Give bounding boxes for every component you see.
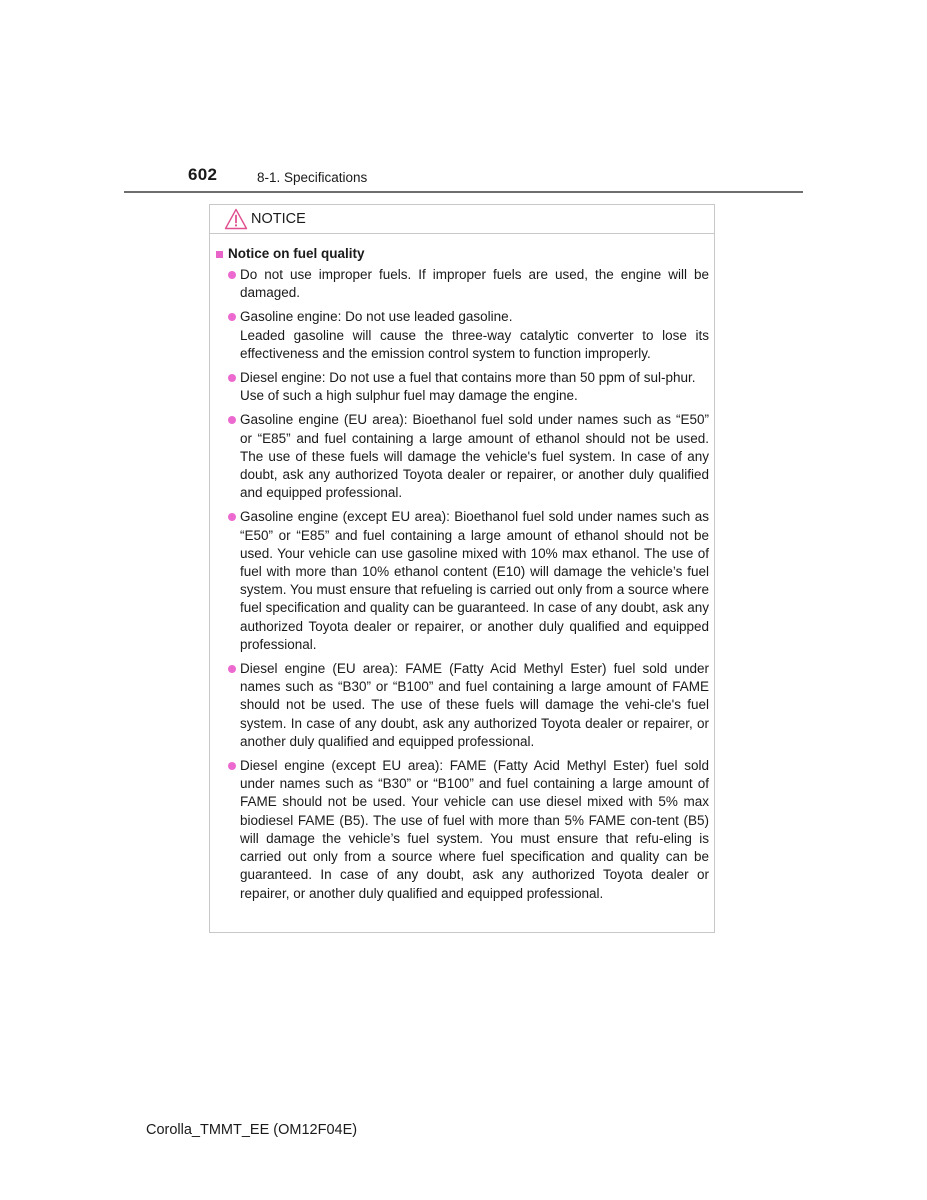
notice-list-item xyxy=(227,757,709,903)
header-divider xyxy=(124,191,803,193)
bullet-dot-icon xyxy=(228,416,236,424)
notice-header xyxy=(210,205,714,234)
notice-item-text: Gasoline engine (EU area): Bioethanol fuel sold under names such as “E50” or “E85” and fuel containing a large amount of ethanol should not be used. The use of these fuels will damage the vehicle's fuel system. In case of any doubt, ask any authorized Toyota dealer or repairer, or another duly qualified and equipped professional. xyxy=(240,412,709,501)
bullet-dot-icon xyxy=(228,762,236,770)
notice-list-item xyxy=(227,308,709,363)
section-title: 8-1. Specifications xyxy=(257,170,368,185)
page-number: 602 xyxy=(188,165,218,184)
notice-subheading xyxy=(216,245,709,263)
notice-list-item xyxy=(227,660,709,751)
notice-item-text: Diesel engine: Do not use a fuel that contains more than 50 ppm of sul-phur. xyxy=(240,370,696,386)
notice-label: NOTICE xyxy=(251,211,306,227)
bullet-dot-icon xyxy=(228,374,236,382)
notice-item-text: Leaded gasoline will cause the three-way catalytic converter to lose its effectiveness and the emission control system to function improperly. xyxy=(240,327,709,361)
notice-list-item xyxy=(227,508,709,654)
notice-body xyxy=(210,234,714,903)
notice-item-text: Use of such a high sulphur fuel may damage the engine. xyxy=(240,388,578,404)
bullet-dot-icon xyxy=(228,665,236,673)
notice-item-text: Gasoline engine: Do not use leaded gasoline. xyxy=(240,309,513,325)
notice-item-text: Diesel engine (EU area): FAME (Fatty Acid Methyl Ester) fuel sold under names such as “B30” or “B100” and fuel containing a large amount of FAME should not be used. The use of these fuels will damage the vehi-cle's fuel system. In case of any doubt, ask any authorized Toyota dealer or repairer, or another duly qualified and equipped professional. xyxy=(240,661,709,749)
bullet-dot-icon xyxy=(228,513,236,521)
document-id: Corolla_TMMT_EE (OM12F04E) xyxy=(146,1122,358,1138)
bullet-dot-icon xyxy=(228,313,236,321)
notice-item-text: Gasoline engine (except EU area): Bioethanol fuel sold under names such as “E50” or “E85” and fuel containing a large amount of ethanol should not be used. Your vehicle can use gasoline mixed with 10% max ethanol. The use of fuel with more than 10% ethanol content (E10) will damage the vehicle’s fuel system. You must ensure that refueling is carried out only from a source where fuel specification and quality can be guaranteed. In case of any doubt, ask any authorized Toyota dealer or repairer, or another duly qualified and equipped professional. xyxy=(240,509,709,652)
notice-list xyxy=(216,266,709,903)
notice-list-item xyxy=(227,411,709,502)
notice-item-text: Do not use improper fuels. If improper fuels are used, the engine will be damaged. xyxy=(240,267,709,301)
square-bullet-icon xyxy=(216,251,223,258)
bullet-dot-icon xyxy=(228,271,236,279)
notice-list-item xyxy=(227,266,709,302)
notice-box xyxy=(209,204,715,933)
notice-list-item xyxy=(227,369,709,405)
notice-subheading-text: Notice on fuel quality xyxy=(228,246,365,261)
warning-triangle-icon xyxy=(224,208,248,230)
notice-item-text: Diesel engine (except EU area): FAME (Fatty Acid Methyl Ester) fuel sold under names such as “B30” or “B100” and fuel containing a large amount of FAME should not be used. Your vehicle can use diesel mixed with 5% max biodiesel FAME (B5). The use of fuel with more than 5% FAME con-tent (B5) will damage the vehicle’s fuel system. You must ensure that refu-eling is carried out only from a source where fuel specification and quality can be guaranteed. In case of any doubt, ask any authorized Toyota dealer or repairer, or another duly qualified and equipped professional. xyxy=(240,758,709,901)
